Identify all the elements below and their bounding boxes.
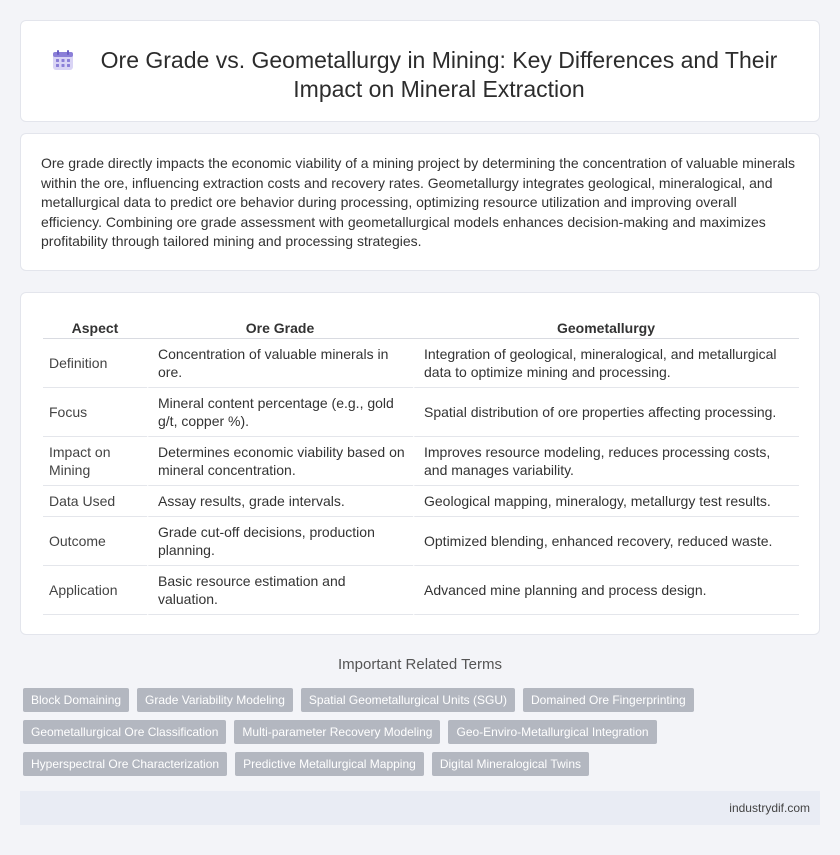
table-row (43, 517, 799, 566)
tag-link[interactable]: Spatial Geometallurgical Units (SGU) (301, 688, 515, 712)
tag-link[interactable]: Predictive Metallurgical Mapping (235, 752, 424, 776)
tag-link[interactable]: Digital Mineralogical Twins (432, 752, 589, 776)
tag-link[interactable]: Domained Ore Fingerprinting (523, 688, 694, 712)
tag-link[interactable]: Geometallurgical Ore Classification (23, 720, 226, 744)
aspect-cell: Data Used (43, 486, 147, 517)
comparison-card (20, 292, 820, 635)
tag-row (23, 752, 803, 776)
geometallurgy-cell: Geological mapping, mineralogy, metallurgy test results. (413, 486, 799, 517)
footer (20, 791, 820, 825)
footer-site-link[interactable]: industrydif.com (729, 801, 810, 815)
calendar-icon (51, 48, 75, 72)
ore-grade-cell: Assay results, grade intervals. (147, 486, 413, 517)
table-row (43, 566, 799, 615)
header-geometallurgy: Geometallurgy (413, 313, 799, 339)
aspect-cell: Outcome (43, 517, 147, 566)
page-title: Ore Grade vs. Geometallurgy in Mining: Key Differences and Their Impact on Mineral Extraction (100, 47, 778, 102)
aspect-cell: Impact on Mining (43, 437, 147, 486)
table-header-row (43, 313, 799, 339)
geometallurgy-cell: Advanced mine planning and process design. (413, 566, 799, 615)
header-aspect: Aspect (43, 313, 147, 339)
table-row (43, 486, 799, 517)
aspect-cell: Focus (43, 388, 147, 437)
related-terms-title: Important Related Terms (338, 656, 502, 673)
ore-grade-cell: Grade cut-off decisions, production planning. (147, 517, 413, 566)
ore-grade-cell: Basic resource estimation and valuation. (147, 566, 413, 615)
ore-grade-cell: Determines economic viability based on mineral concentration. (147, 437, 413, 486)
geometallurgy-cell: Spatial distribution of ore properties affecting processing. (413, 388, 799, 437)
geometallurgy-cell: Integration of geological, mineralogical, and metallurgical data to optimize mining and processing. (413, 339, 799, 388)
tag-link[interactable]: Grade Variability Modeling (137, 688, 293, 712)
comparison-table (43, 313, 799, 615)
intro-paragraph: Ore grade directly impacts the economic viability of a mining project by determining the concentration of valuable minerals within the ore, influencing extraction costs and recovery rates. Geometallurgy integrates geological, mineralogical, and metallurgical data to predict ore behavior during processing, optimizing resource utilization and improving overall efficiency. Combining ore grade assessment with geometallurgical models enhances decision-making and maximizes profitability through tailored mining and processing strategies. (41, 155, 796, 250)
related-terms-tags (23, 688, 803, 784)
aspect-cell: Definition (43, 339, 147, 388)
tag-link[interactable]: Hyperspectral Ore Characterization (23, 752, 227, 776)
tag-link[interactable]: Multi-parameter Recovery Modeling (234, 720, 440, 744)
tag-row (23, 688, 803, 712)
intro-card (20, 133, 820, 271)
ore-grade-cell: Concentration of valuable minerals in ore. (147, 339, 413, 388)
table-row (43, 437, 799, 486)
ore-grade-cell: Mineral content percentage (e.g., gold g/t, copper %). (147, 388, 413, 437)
tag-link[interactable]: Block Domaining (23, 688, 129, 712)
tag-row (23, 720, 803, 744)
table-row (43, 388, 799, 437)
tag-link[interactable]: Geo-Enviro-Metallurgical Integration (448, 720, 656, 744)
header-ore-grade: Ore Grade (147, 313, 413, 339)
geometallurgy-cell: Optimized blending, enhanced recovery, reduced waste. (413, 517, 799, 566)
table-row (43, 339, 799, 388)
header-card (20, 20, 820, 122)
geometallurgy-cell: Improves resource modeling, reduces processing costs, and manages variability. (413, 437, 799, 486)
aspect-cell: Application (43, 566, 147, 615)
